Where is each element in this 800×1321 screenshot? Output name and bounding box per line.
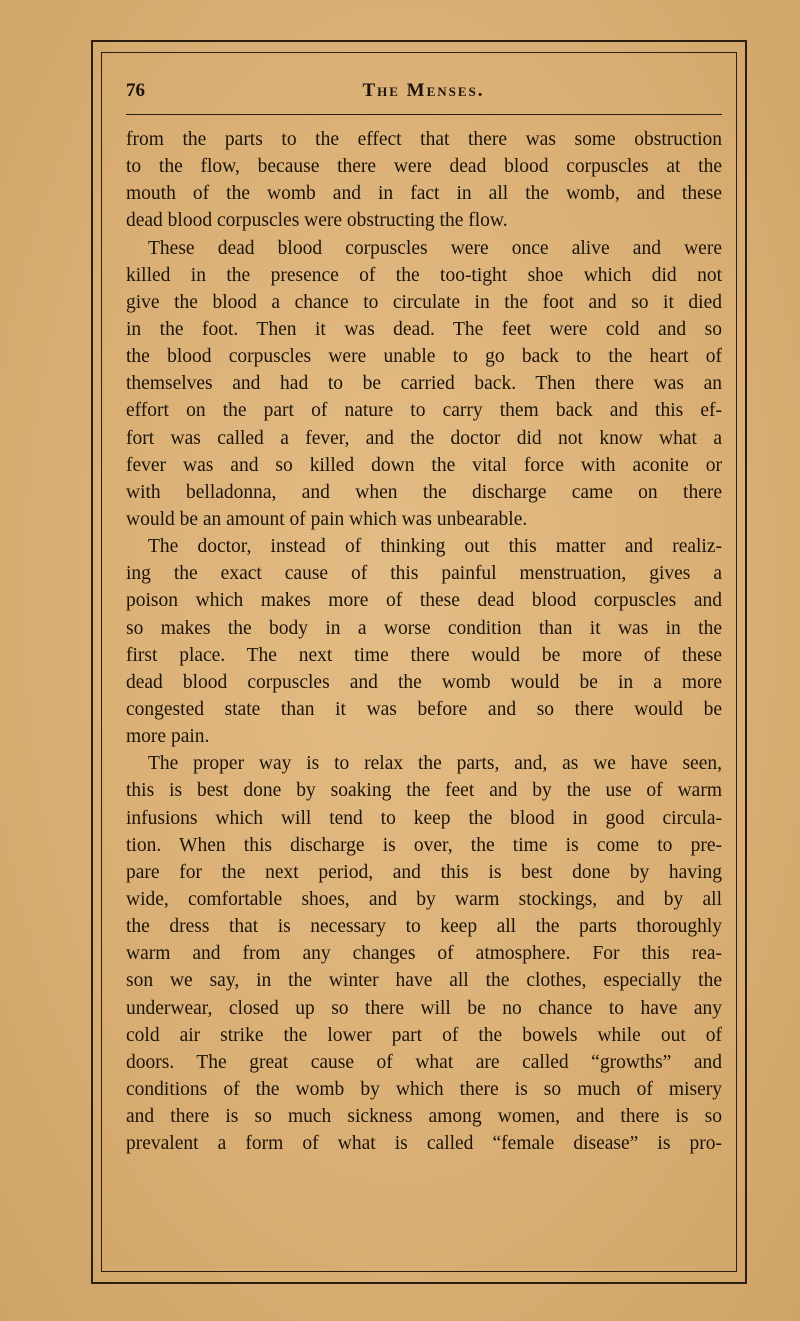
text-line: dead blood corpuscles were obstructing the flow. bbox=[126, 210, 508, 232]
text-line: first place. The next time there would be more of these bbox=[126, 644, 722, 666]
text-line: congested state than it was before and so there would be bbox=[126, 698, 722, 720]
page-number: 76 bbox=[126, 80, 145, 101]
text-line: the dress that is necessary to keep all the parts thoroughly bbox=[126, 916, 722, 938]
running-head: The Menses. bbox=[362, 80, 485, 101]
text-line: effort on the part of nature to carry them back and this ef- bbox=[126, 400, 722, 422]
text-line: pare for the next period, and this is best done by having bbox=[126, 861, 722, 883]
text-line: warm and from any changes of atmosphere. For this rea- bbox=[126, 943, 722, 965]
text-line: this is best done by soaking the feet and by the use of warm bbox=[126, 780, 722, 802]
text-line: themselves and had to be carried back. Then there was an bbox=[126, 373, 722, 395]
text-line: doors. The great cause of what are called “growths” and bbox=[126, 1051, 722, 1073]
text-line: underwear, closed up so there will be no chance to have any bbox=[126, 997, 722, 1019]
text-line: fort was called a fever, and the doctor did not know what a bbox=[126, 427, 722, 449]
text-line: so makes the body in a worse condition than it was in the bbox=[126, 617, 722, 639]
text-line: poison which makes more of these dead blood corpuscles and bbox=[126, 590, 722, 612]
text-line: fever was and so killed down the vital force with aconite or bbox=[126, 454, 722, 476]
text-line: ing the exact cause of this painful menstruation, gives a bbox=[126, 563, 722, 585]
header-rule bbox=[126, 114, 722, 115]
text-line: conditions of the womb by which there is so much of misery bbox=[126, 1078, 722, 1100]
text-line: cold air strike the lower part of the bowels while out of bbox=[126, 1024, 722, 1046]
text-line: more pain. bbox=[126, 726, 210, 748]
text-line: mouth of the womb and in fact in all the womb, and these bbox=[126, 183, 722, 205]
text-line: son we say, in the winter have all the clothes, especially the bbox=[126, 970, 722, 992]
page-header bbox=[126, 80, 721, 106]
text-line: with belladonna, and when the discharge came on there bbox=[126, 481, 722, 503]
text-line: from the parts to the effect that there was some obstruction bbox=[126, 129, 722, 150]
text-line: The proper way is to relax the parts, and, as we have seen, bbox=[148, 753, 722, 775]
text-line: tion. When this discharge is over, the time is come to pre- bbox=[126, 834, 722, 856]
text-line: infusions which will tend to keep the blood in good circula- bbox=[126, 807, 722, 829]
text-line: in the foot. Then it was dead. The feet were cold and so bbox=[126, 318, 722, 340]
text-line: prevalent a form of what is called “female disease” is pro- bbox=[126, 1133, 722, 1155]
text-line: dead blood corpuscles and the womb would be in a more bbox=[126, 671, 722, 693]
text-line: and there is so much sickness among women, and there is so bbox=[126, 1106, 722, 1128]
text-line: give the blood a chance to circulate in the foot and so it died bbox=[126, 291, 722, 313]
text-line: These dead blood corpuscles were once alive and were bbox=[148, 237, 722, 259]
text-line: killed in the presence of the too-tight shoe which did not bbox=[126, 264, 722, 286]
text-line: the blood corpuscles were unable to go back to the heart of bbox=[126, 346, 722, 368]
body-text bbox=[126, 126, 722, 1157]
text-line: to the flow, because there were dead blood corpuscles at the bbox=[126, 156, 722, 178]
text-line: would be an amount of pain which was unbearable. bbox=[126, 508, 528, 530]
text-line: The doctor, instead of thinking out this matter and realiz- bbox=[148, 536, 722, 558]
text-line: wide, comfortable shoes, and by warm stockings, and by all bbox=[126, 888, 722, 910]
